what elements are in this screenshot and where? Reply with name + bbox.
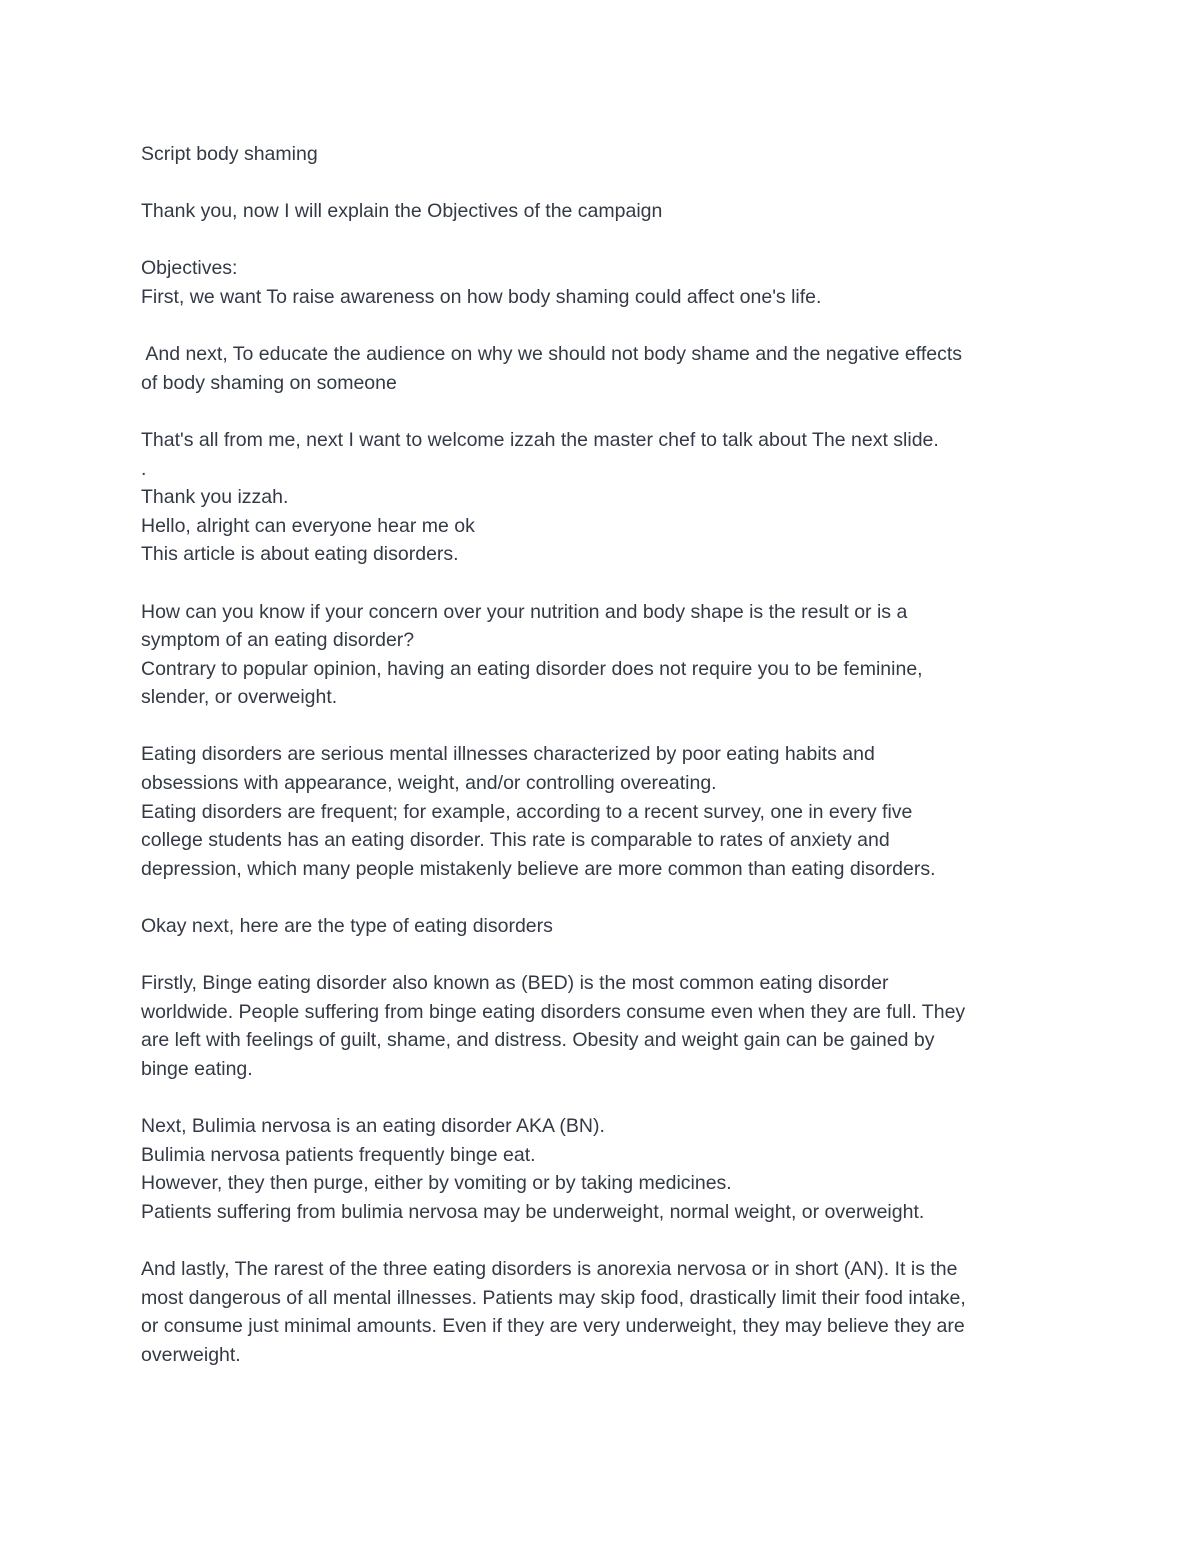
question-line-2: symptom of an eating disorder?	[141, 629, 415, 652]
thanks-line: Thank you izzah.	[141, 486, 289, 509]
bed-line-1: Firstly, Binge eating disorder also known as (BED) is the most common eating disorder	[141, 972, 889, 995]
blank-line	[141, 312, 1071, 341]
frequent-line-3: depression, which many people mistakenly believe are more common than eating disorders.	[141, 857, 936, 880]
blank-line	[141, 1084, 1071, 1113]
blank-line	[141, 169, 1071, 198]
bn-line-3: However, they then purge, either by vomiting or by taking medicines.	[141, 1172, 732, 1195]
blank-line	[141, 883, 1071, 912]
bed-line-4: binge eating.	[141, 1058, 253, 1080]
objectives-heading: Objectives:	[141, 257, 238, 280]
frequent-line-2: college students has an eating disorder. This rate is comparable to rates of anxiety and	[141, 829, 890, 852]
bn-line-4: Patients suffering from bulimia nervosa may be underweight, normal weight, or overweight.	[141, 1200, 925, 1223]
objective-2-line-2: of body shaming on someone	[141, 371, 397, 394]
frequent-line-1: Eating disorders are frequent; for example, according to a recent survey, one in every five	[141, 800, 913, 823]
bed-line-2: worldwide. People suffering from binge eating disorders consume even when they are full. They	[141, 1000, 966, 1023]
bn-line-2: Bulimia nervosa patients frequently binge eat.	[141, 1143, 536, 1166]
hello-line: Hello, alright can everyone hear me ok	[141, 514, 475, 537]
blank-line	[141, 1227, 1071, 1256]
handoff-line: That's all from me, next I want to welcome izzah the master chef to talk about The next slide.	[141, 428, 939, 451]
an-line-1: And lastly, The rarest of the three eating disorders is anorexia nervosa or in short (AN). It is the	[141, 1258, 958, 1281]
blank-line	[141, 941, 1071, 970]
blank-line	[141, 712, 1071, 741]
blank-line	[141, 569, 1071, 598]
question-line-1: How can you know if your concern over your nutrition and body shape is the result or is a	[141, 600, 908, 623]
objective-1: First, we want To raise awareness on how body shaming could affect one's life.	[141, 285, 822, 308]
document-body	[141, 140, 1071, 1370]
blank-line	[141, 226, 1071, 255]
an-line-2: most dangerous of all mental illnesses. Patients may skip food, drastically limit their food intake,	[141, 1286, 966, 1309]
dot-line: .	[141, 457, 147, 480]
blank-line	[141, 397, 1071, 426]
bed-line-3: are left with feelings of guilt, shame, and distress. Obesity and weight gain can be gained by	[141, 1029, 935, 1052]
an-line-4: overweight.	[141, 1343, 241, 1366]
article-line: This article is about eating disorders.	[141, 543, 459, 566]
contrary-line-1: Contrary to popular opinion, having an eating disorder does not require you to be feminine,	[141, 657, 923, 680]
an-line-3: or consume just minimal amounts. Even if they are very underweight, they may believe they are	[141, 1315, 965, 1338]
document-title: Script body shaming	[141, 143, 318, 165]
types-intro-line: Okay next, here are the type of eating disorders	[141, 915, 553, 938]
contrary-line-2: slender, or overweight.	[141, 686, 338, 709]
intro-line: Thank you, now I will explain the Objectives of the campaign	[141, 200, 663, 223]
serious-line-1: Eating disorders are serious mental illnesses characterized by poor eating habits and	[141, 743, 875, 766]
objective-2-line-1: And next, To educate the audience on why we should not body shame and the negative effects	[141, 343, 963, 366]
bn-line-1: Next, Bulimia nervosa is an eating disorder AKA (BN).	[141, 1115, 605, 1138]
serious-line-2: obsessions with appearance, weight, and/or controlling overeating.	[141, 772, 717, 795]
